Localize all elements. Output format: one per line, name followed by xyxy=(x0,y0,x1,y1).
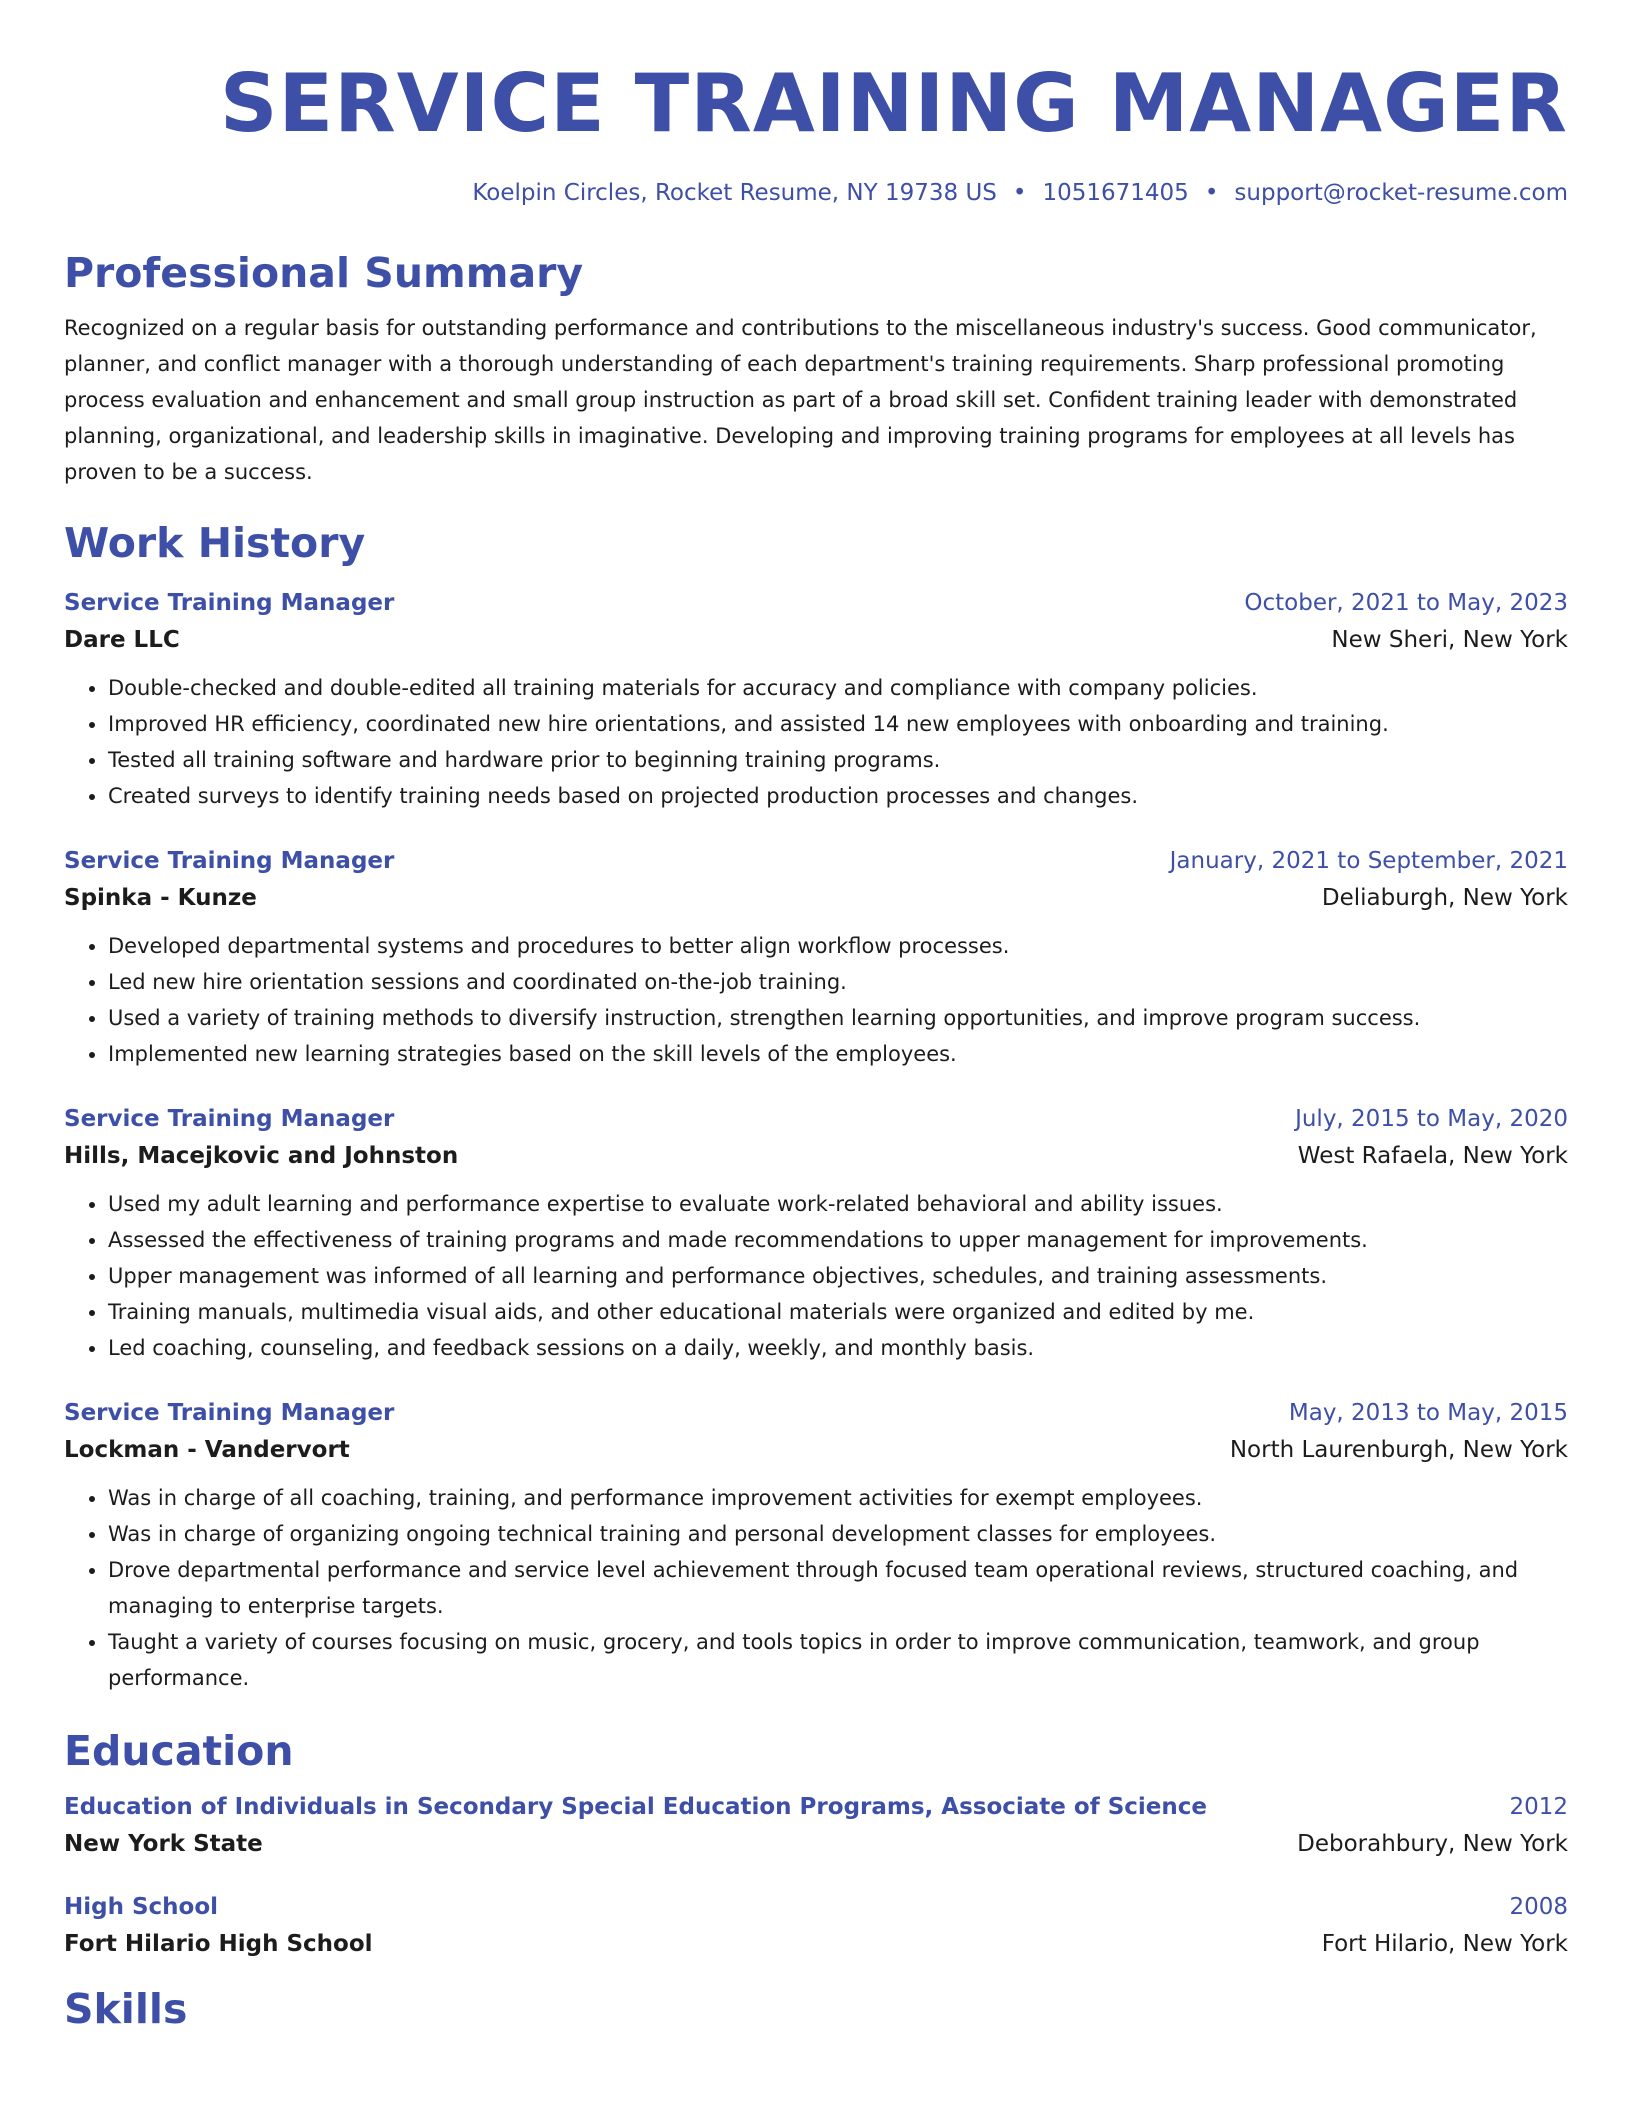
job-dates: January, 2021 to September, 2021 xyxy=(1169,848,1568,874)
job-bullet: • Drove departmental performance and service level achievement through focused team operational reviews, structured coaching, and managing to enterprise targets. xyxy=(108,1552,1568,1624)
education-school: Fort Hilario High School xyxy=(64,1931,373,1957)
job-company: Dare LLC xyxy=(64,627,180,653)
job-bullet: • Training manuals, multimedia visual aids, and other educational materials were organized and edited by me. xyxy=(108,1294,1568,1330)
job-location: New Sheri, New York xyxy=(1331,627,1568,653)
job-bullet: • Tested all training software and hardware prior to beginning training programs. xyxy=(108,742,1568,778)
education-location: Fort Hilario, New York xyxy=(1321,1931,1568,1957)
job-company: Lockman - Vandervort xyxy=(64,1437,350,1463)
education-location: Deborahbury, New York xyxy=(1297,1831,1568,1857)
job-title: Service Training Manager xyxy=(64,1106,395,1132)
job-bullet: • Upper management was informed of all learning and performance objectives, schedules, and training assessments. xyxy=(108,1258,1568,1294)
education-school: New York State xyxy=(64,1831,263,1857)
job-bullet: • Was in charge of all coaching, training, and performance improvement activities for exempt employees. xyxy=(108,1480,1568,1516)
contact-email: support@rocket-resume.com xyxy=(1234,180,1568,206)
contact-address: Koelpin Circles, Rocket Resume, NY 19738 US xyxy=(472,180,997,206)
work-history-heading: Work History xyxy=(64,519,366,567)
job-company: Spinka - Kunze xyxy=(64,885,257,911)
job-location: West Rafaela, New York xyxy=(1297,1143,1568,1169)
job-bullet: • Improved HR efficiency, coordinated new hire orientations, and assisted 14 new employees with onboarding and training. xyxy=(108,706,1568,742)
resume-page xyxy=(64,0,1568,2034)
job-bullets xyxy=(64,1186,1568,1366)
summary-text: Recognized on a regular basis for outstanding performance and contributions to the miscellaneous industry's success. Good communicator, planner, and conflict manager with a thorough understanding of each department's training requirements. Sharp professional promoting process evaluation and enhancement and small group instruction as part of a broad skill set. Confident training leader with demonstrated planning, organizational, and leadership skills in imaginative. Developing and improving training programs for employees at all levels has proven to be a success. xyxy=(64,316,1537,484)
job-bullet: • Taught a variety of courses focusing on music, grocery, and tools topics in order to improve communication, teamwork, and group performance. xyxy=(108,1624,1568,1696)
job-bullet: • Double-checked and double-edited all training materials for accuracy and compliance with company policies. xyxy=(108,670,1568,706)
job-title: Service Training Manager xyxy=(64,848,395,874)
contact-separator: • xyxy=(1204,180,1219,206)
job-location: North Laurenburgh, New York xyxy=(1229,1437,1568,1463)
contact-phone: 1051671405 xyxy=(1042,180,1189,206)
education-degree: High School xyxy=(64,1894,219,1920)
job-entry xyxy=(64,1102,1568,1366)
job-bullets xyxy=(64,928,1568,1072)
job-bullet: • Created surveys to identify training needs based on projected production processes and changes. xyxy=(108,778,1568,814)
education-entry xyxy=(64,1890,1568,1964)
job-dates: July, 2015 to May, 2020 xyxy=(1295,1106,1568,1132)
job-entry xyxy=(64,1396,1568,1696)
job-bullet: • Was in charge of organizing ongoing technical training and personal development classes for employees. xyxy=(108,1516,1568,1552)
job-title: Service Training Manager xyxy=(64,590,395,616)
job-bullet: • Led coaching, counseling, and feedback sessions on a daily, weekly, and monthly basis. xyxy=(108,1330,1568,1366)
job-bullet: • Developed departmental systems and procedures to better align workflow processes. xyxy=(108,928,1568,964)
job-bullet: • Implemented new learning strategies based on the skill levels of the employees. xyxy=(108,1036,1568,1072)
education-year: 2012 xyxy=(1509,1794,1568,1820)
contact-separator: • xyxy=(1012,180,1027,206)
education-year: 2008 xyxy=(1509,1894,1568,1920)
job-bullet: • Assessed the effectiveness of training programs and made recommendations to upper management for improvements. xyxy=(108,1222,1568,1258)
job-bullet: • Used a variety of training methods to diversify instruction, strengthen learning opportunities, and improve program success. xyxy=(108,1000,1568,1036)
job-bullet: • Used my adult learning and performance expertise to evaluate work-related behavioral and ability issues. xyxy=(108,1186,1568,1222)
job-entry xyxy=(64,586,1568,814)
job-bullet: • Led new hire orientation sessions and coordinated on-the-job training. xyxy=(108,964,1568,1000)
education-degree: Education of Individuals in Secondary Special Education Programs, Associate of Science xyxy=(64,1794,1208,1820)
job-bullets xyxy=(64,1480,1568,1696)
summary-heading: Professional Summary xyxy=(64,249,584,297)
job-title: Service Training Manager xyxy=(64,1400,395,1426)
job-dates: May, 2013 to May, 2015 xyxy=(1288,1400,1568,1426)
education-entry xyxy=(64,1790,1568,1864)
resume-title: SERVICE TRAINING MANAGER xyxy=(219,57,1568,150)
job-entry xyxy=(64,844,1568,1072)
job-location: Deliaburgh, New York xyxy=(1321,885,1568,911)
job-bullets xyxy=(64,670,1568,814)
education-heading: Education xyxy=(64,1727,294,1775)
skills-heading: Skills xyxy=(64,1985,188,2033)
job-company: Hills, Macejkovic and Johnston xyxy=(64,1143,459,1169)
job-dates: October, 2021 to May, 2023 xyxy=(1244,590,1568,616)
contact-line xyxy=(64,178,1568,208)
